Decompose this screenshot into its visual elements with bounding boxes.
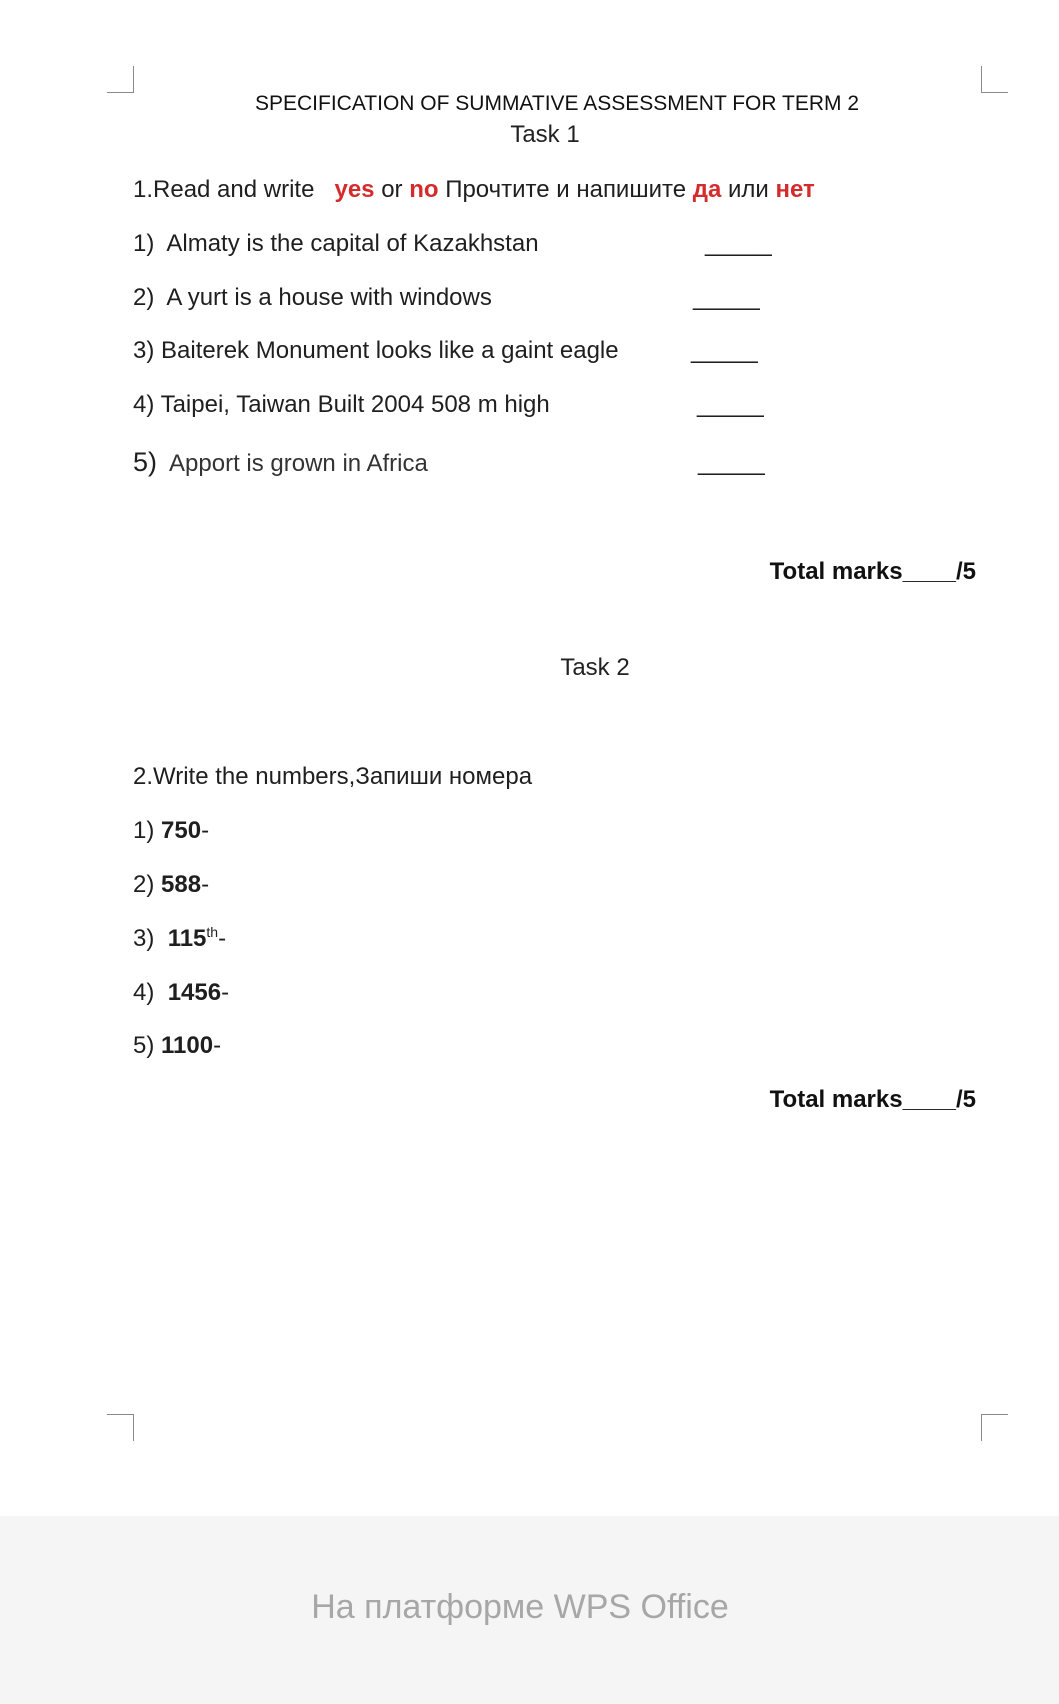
- number-value: 115: [167, 925, 207, 952]
- task2-item: [133, 871, 209, 899]
- task2-instruction: 2.Write the numbers,Запиши номера: [133, 763, 533, 790]
- instruction-ru: Прочтите и напишите: [445, 176, 687, 203]
- instruction-prefix: 1.Read and write: [133, 176, 315, 203]
- number-value: 1456: [167, 979, 222, 1006]
- item-dash: -: [201, 817, 210, 844]
- task1-heading: Task 1: [510, 121, 580, 148]
- page-corner-top-right: [981, 66, 1008, 93]
- item-number: 5): [133, 447, 158, 477]
- page-corner-bottom-right: [981, 1414, 1008, 1441]
- item-text: Apport is grown in Africa: [169, 450, 428, 477]
- answer-da-label: да: [692, 176, 722, 203]
- answer-no-label: no: [409, 176, 439, 203]
- item-number: 1): [133, 817, 155, 844]
- number-value: 750: [161, 817, 202, 844]
- answer-net-label: нет: [775, 176, 815, 203]
- item-text: A yurt is a house with windows: [166, 284, 492, 311]
- answer-blank: _____: [691, 337, 758, 364]
- item-text: Taipei, Taiwan Built 2004 508 m high: [160, 391, 550, 418]
- answer-blank: _____: [693, 284, 760, 311]
- task2-heading: Task 2: [560, 654, 630, 681]
- task1-item: [133, 391, 550, 419]
- task1-total-marks: Total marks____/5: [769, 558, 976, 585]
- item-number: 2): [133, 871, 155, 898]
- number-value: 588: [161, 871, 202, 898]
- answer-blank: _____: [697, 391, 764, 418]
- item-dash: -: [221, 979, 230, 1006]
- task2-item: [133, 925, 226, 953]
- task1-item: [133, 337, 619, 365]
- ordinal-suffix: th: [206, 924, 219, 940]
- item-number: 4): [133, 979, 155, 1006]
- item-number: 3): [133, 925, 155, 952]
- item-number: 2): [133, 284, 155, 311]
- item-number: 4): [133, 391, 155, 418]
- wps-footer-banner: [0, 1516, 1059, 1704]
- answer-yes-label: yes: [334, 176, 375, 203]
- item-dash: -: [213, 1032, 222, 1059]
- item-text: Almaty is the capital of Kazakhstan: [166, 230, 539, 257]
- document-title: SPECIFICATION OF SUMMATIVE ASSESSMENT FOR TERM 2: [254, 92, 860, 115]
- task1-item: [133, 284, 492, 312]
- page-corner-bottom-left: [107, 1414, 134, 1441]
- task1-item: [133, 447, 428, 478]
- task1-item: [133, 230, 539, 258]
- item-dash: -: [218, 925, 227, 952]
- item-text: Baiterek Monument looks like a gaint eagle: [161, 337, 619, 364]
- wps-platform-label: На платформе WPS Office: [311, 1588, 729, 1626]
- task1-instruction: [133, 176, 815, 204]
- task2-item: [133, 817, 209, 845]
- task2-total-marks: Total marks____/5: [769, 1086, 976, 1113]
- item-dash: -: [201, 871, 210, 898]
- item-number: 3): [133, 337, 155, 364]
- task2-item: [133, 979, 229, 1007]
- page-corner-top-left: [107, 66, 134, 93]
- instruction-or: or: [381, 176, 403, 203]
- item-number: 1): [133, 230, 155, 257]
- number-value: 1100: [161, 1032, 214, 1059]
- instruction-or-ru: или: [728, 176, 769, 203]
- task2-item: [133, 1032, 221, 1060]
- item-number: 5): [133, 1032, 155, 1059]
- answer-blank: _____: [698, 449, 765, 476]
- answer-blank: _____: [705, 230, 772, 257]
